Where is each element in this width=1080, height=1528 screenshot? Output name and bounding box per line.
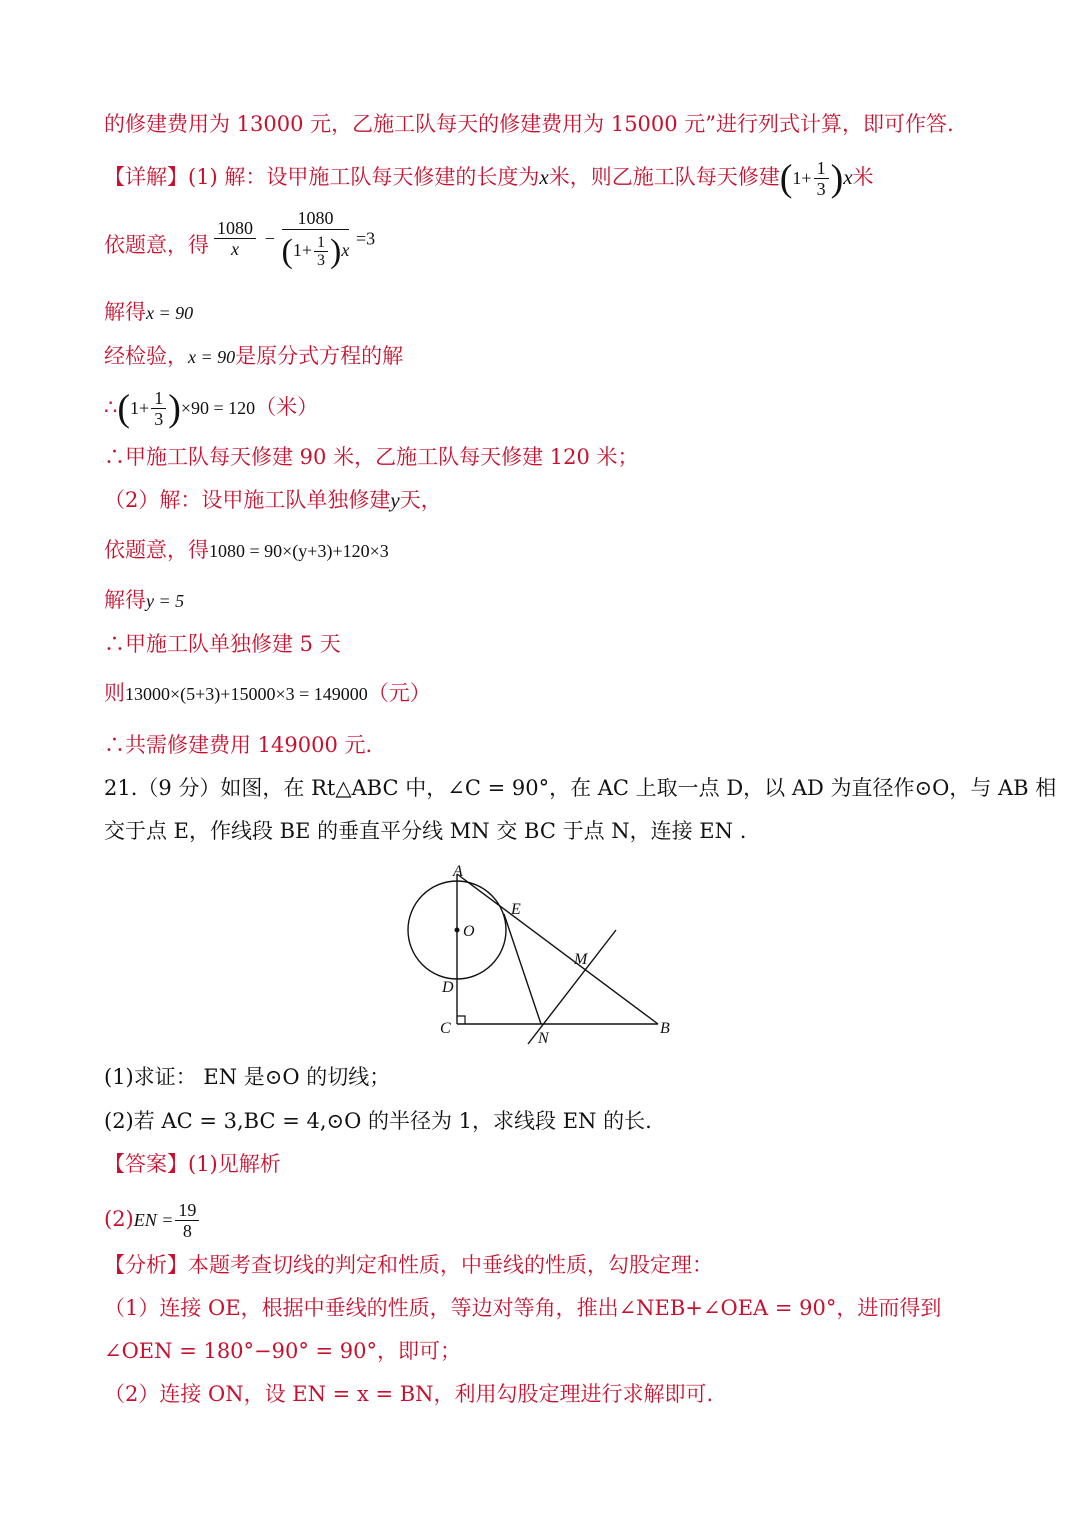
cost-equation: 13000×(5+3)+15000×3 = 149000 [125, 684, 368, 704]
answer-line-1: 【答案】(1)见解析 [104, 1152, 281, 1176]
equation-block [212, 207, 375, 271]
line-mn [528, 930, 616, 1044]
one-plus: 1+ [130, 398, 150, 418]
fraction-one-third [814, 158, 829, 199]
equals-3: =3 [356, 228, 376, 249]
answer-2-equation: EN = [133, 1210, 174, 1230]
sub-question-1: (1)求证： EN 是⊙O 的切线； [104, 1065, 391, 1089]
text-line-solve-y [104, 585, 184, 616]
fraction-numerator: 1 [814, 158, 829, 179]
label-n: N [538, 1030, 549, 1047]
calc-equation: ×90 = 120 [180, 398, 256, 418]
paren-open: ( [281, 232, 293, 270]
label-m: M [574, 951, 588, 968]
eq-prefix: 依题意，得 [104, 233, 209, 257]
solve-equation: x = 90 [146, 303, 194, 323]
paren-open: ( [117, 387, 131, 430]
text-line-equation-2 [104, 535, 389, 566]
text-line-equation [104, 230, 209, 260]
label-b: B [660, 1020, 670, 1037]
detail-prefix: 【详解】(1) 解：设甲施工队每天修建的长度为 [104, 165, 540, 189]
solve-y-equation: y = 5 [146, 591, 185, 611]
fraction-denominator: 8 [182, 1221, 192, 1241]
label-o: O [463, 923, 475, 940]
detail-mid: 米，则乙施工队每天修建 [548, 165, 780, 189]
var-x: x [341, 240, 350, 260]
fraction-denominator [282, 230, 350, 271]
fraction-1080-over-expr [282, 207, 350, 271]
fraction-denominator: x [231, 239, 239, 260]
fraction-numerator: 1080 [282, 207, 350, 230]
check-prefix: 经检验， [104, 344, 188, 368]
segment-en [504, 914, 541, 1024]
text-line-result-1: ∴甲施工队每天修建 90 米，乙施工队每天修建 120 米； [104, 445, 639, 469]
analysis-line-3: ∠OEN = 180°−90° = 90°，即可； [104, 1339, 462, 1363]
fraction-one-third [314, 234, 328, 269]
solve-y-prefix: 解得 [104, 588, 146, 612]
label-d: D [442, 979, 454, 996]
label-a: A [453, 863, 463, 880]
eq2-prefix: 依题意，得 [104, 538, 209, 562]
analysis-line-4: （2）连接 ON，设 EN = x = BN，利用勾股定理进行求解即可. [104, 1382, 714, 1406]
unit-meter: （米） [255, 395, 319, 419]
paren-close: ) [168, 387, 181, 430]
var-x: x [843, 165, 853, 189]
one-plus: 1+ [792, 168, 812, 188]
fraction-numerator: 1 [314, 234, 328, 252]
text-line-part2 [104, 485, 442, 515]
question-21-line-1: 21.（9 分）如图，在 Rt△ABC 中，∠C = 90°，在 AC 上取一点 D，以 AD 为直径作⊙O，与 AB 相 [104, 776, 1057, 800]
text-line-calc-120 [104, 388, 318, 429]
paren-open: ( [779, 157, 793, 200]
fraction-numerator: 19 [175, 1200, 199, 1221]
part2-post: 天， [399, 488, 442, 512]
fraction-denominator: 3 [317, 252, 326, 270]
fraction-numerator: 1 [151, 388, 166, 409]
check-equation: x = 90 [188, 347, 236, 367]
solve-prefix: 解得 [104, 300, 146, 324]
analysis-line-2: （1）连接 OE，根据中垂线的性质，等边对等角，推出∠NEB+∠OEA = 90°，进而得到 [104, 1296, 942, 1320]
check-post: 是原分式方程的解 [235, 344, 404, 368]
one-plus: 1+ [292, 240, 313, 260]
text-line-detail [104, 158, 874, 199]
part2-prefix: （2）解：设甲施工队单独修建 [104, 488, 391, 512]
right-angle-mark [457, 1016, 465, 1024]
eq2-equation: 1080 = 90×(y+3)+120×3 [209, 541, 389, 561]
segment-ab [457, 874, 658, 1024]
sub-question-2: (2)若 AC = 3,BC = 4,⊙O 的半径为 1，求线段 EN 的长. [104, 1109, 652, 1133]
paren-close: ) [330, 232, 342, 270]
cost-prefix: 则 [104, 681, 125, 705]
text-line-cost [104, 678, 431, 709]
unit-yuan: （元） [367, 681, 431, 705]
text-line-result-3: ∴共需修建费用 149000 元. [104, 733, 373, 757]
label-c: C [440, 1020, 451, 1037]
minus-sign: − [264, 228, 275, 249]
fraction-denominator: 3 [816, 179, 826, 199]
detail-post: 米 [852, 165, 874, 189]
fraction-1080-over-x [214, 218, 256, 259]
text-line-result-2: ∴甲施工队单独修建 5 天 [104, 632, 341, 656]
analysis-line-1: 【分析】本题考查切线的判定和性质，中垂线的性质，勾股定理： [104, 1253, 713, 1277]
question-21-line-2: 交于点 E，作线段 BE 的垂直平分线 MN 交 BC 于点 N，连接 EN . [104, 819, 747, 843]
answer-line-2 [104, 1200, 201, 1241]
geometry-figure [400, 862, 680, 1052]
fraction-numerator: 1080 [214, 218, 256, 239]
fraction-one-third [151, 388, 166, 429]
var-y: y [390, 488, 400, 512]
text-line-solve-x [104, 297, 193, 328]
var-x: x [539, 165, 549, 189]
fraction-denominator: 3 [154, 409, 164, 429]
fraction-19-over-8 [175, 1200, 199, 1241]
text-line-check [104, 341, 403, 372]
label-e: E [511, 901, 521, 918]
therefore-symbol: ∴ [104, 395, 118, 419]
center-point-o [455, 928, 460, 933]
paren-close: ) [830, 157, 844, 200]
text-line-1: 的修建费用为 13000 元，乙施工队每天的修建费用为 15000 元”进行列式计算，即可作答. [104, 112, 954, 136]
answer-2-prefix: (2) [104, 1207, 134, 1231]
